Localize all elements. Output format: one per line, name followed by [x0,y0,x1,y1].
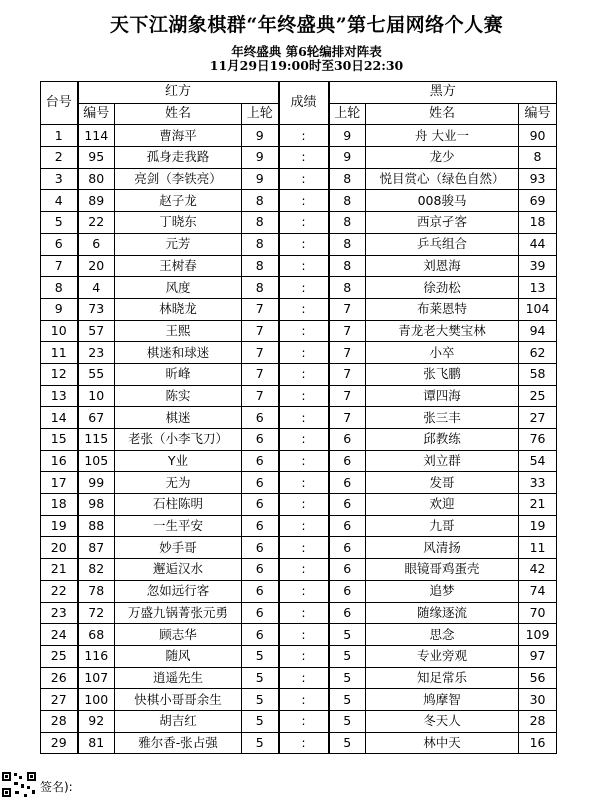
result-cell: : [279,277,329,299]
board-number-cell: 5 [41,212,78,234]
red-number-cell: 92 [78,710,115,732]
red-previous-score-cell: 8 [242,190,279,212]
table-row [41,212,557,234]
red-number-cell: 95 [78,147,115,169]
black-previous-score-cell: 9 [329,147,366,169]
result-cell: : [279,494,329,516]
red-player-name-cell: 王树春 [115,255,242,277]
black-player-name-cell: 邱教练 [366,429,519,451]
red-number-cell: 114 [78,125,115,147]
black-number-cell: 18 [519,212,557,234]
pairing-rows [41,125,557,754]
black-previous-score-cell: 8 [329,190,366,212]
table-row [41,515,557,537]
signature-label: 签名): [40,780,73,794]
red-number-cell: 88 [78,515,115,537]
red-player-name-cell: 丁晓东 [115,212,242,234]
red-player-name-cell: 雅尔香-张占强 [115,732,242,754]
table-row [41,429,557,451]
red-number-cell: 23 [78,342,115,364]
black-number-cell: 11 [519,537,557,559]
result-cell: : [279,212,329,234]
red-previous-score-cell: 8 [242,277,279,299]
black-number-cell: 39 [519,255,557,277]
black-player-name-cell: 随缘逐流 [366,602,519,624]
black-number-cell: 93 [519,168,557,190]
black-number-cell: 76 [519,429,557,451]
round-title: 年终盛典 第6轮编排对阵表 [231,44,382,59]
board-number-cell: 18 [41,494,78,516]
table-row [41,342,557,364]
red-player-name-cell: 棋迷 [115,407,242,429]
board-number-cell: 23 [41,602,78,624]
black-previous-score-cell: 8 [329,233,366,255]
black-player-name-cell: 刘立群 [366,450,519,472]
red-player-name-cell: 随风 [115,645,242,667]
table-row [41,732,557,754]
header-result: 成绩 [279,82,329,125]
red-player-name-cell: 林晓龙 [115,298,242,320]
red-previous-score-cell: 6 [242,494,279,516]
red-number-cell: 72 [78,602,115,624]
red-player-name-cell: 忽如远行客 [115,580,242,602]
page-title: 天下江湖象棋群“年终盛典”第七届网络个人赛 [109,14,504,36]
black-number-cell: 19 [519,515,557,537]
board-number-cell: 10 [41,320,78,342]
table-row [41,385,557,407]
black-previous-score-cell: 5 [329,645,366,667]
result-cell: : [279,385,329,407]
header-red-side: 红方 [78,82,279,104]
board-number-cell: 28 [41,710,78,732]
board-number-cell: 16 [41,450,78,472]
black-number-cell: 25 [519,385,557,407]
board-number-cell: 25 [41,645,78,667]
red-previous-score-cell: 6 [242,559,279,581]
red-number-cell: 67 [78,407,115,429]
black-previous-score-cell: 5 [329,732,366,754]
black-player-name-cell: 追梦 [366,580,519,602]
board-number-cell: 3 [41,168,78,190]
black-number-cell: 44 [519,233,557,255]
result-cell: : [279,320,329,342]
table-row [41,645,557,667]
board-number-cell: 21 [41,559,78,581]
table-row [41,624,557,646]
red-previous-score-cell: 6 [242,450,279,472]
black-previous-score-cell: 7 [329,407,366,429]
red-previous-score-cell: 8 [242,255,279,277]
result-cell: : [279,190,329,212]
result-cell: : [279,168,329,190]
red-number-cell: 10 [78,385,115,407]
black-player-name-cell: 林中天 [366,732,519,754]
black-number-cell: 104 [519,298,557,320]
black-number-cell: 30 [519,689,557,711]
red-previous-score-cell: 7 [242,298,279,320]
black-player-name-cell: 九哥 [366,515,519,537]
result-cell: : [279,255,329,277]
black-previous-score-cell: 8 [329,255,366,277]
black-player-name-cell: 思念 [366,624,519,646]
red-previous-score-cell: 5 [242,645,279,667]
black-number-cell: 13 [519,277,557,299]
black-number-cell: 16 [519,732,557,754]
red-previous-score-cell: 9 [242,125,279,147]
red-previous-score-cell: 8 [242,212,279,234]
board-number-cell: 27 [41,689,78,711]
red-previous-score-cell: 6 [242,407,279,429]
table-row [41,472,557,494]
header-black-number: 编号 [519,103,557,125]
header-red-number: 编号 [78,103,115,125]
qr-code-icon [0,770,40,800]
board-number-cell: 19 [41,515,78,537]
table-row [41,537,557,559]
board-number-cell: 4 [41,190,78,212]
red-number-cell: 100 [78,689,115,711]
red-previous-score-cell: 5 [242,732,279,754]
board-number-cell: 20 [41,537,78,559]
red-previous-score-cell: 5 [242,710,279,732]
black-previous-score-cell: 5 [329,667,366,689]
black-player-name-cell: 西京孑客 [366,212,519,234]
board-number-cell: 26 [41,667,78,689]
table-row [41,125,557,147]
header-red-name: 姓名 [115,103,242,125]
red-previous-score-cell: 6 [242,515,279,537]
result-cell: : [279,407,329,429]
red-player-name-cell: 万盛九锅菁张元勇 [115,602,242,624]
red-previous-score-cell: 9 [242,168,279,190]
red-player-name-cell: 陈实 [115,385,242,407]
black-previous-score-cell: 6 [329,580,366,602]
red-player-name-cell: 邂逅汉水 [115,559,242,581]
black-previous-score-cell: 6 [329,450,366,472]
board-number-cell: 29 [41,732,78,754]
table-row [41,147,557,169]
red-player-name-cell: 亮剑（李铁亮） [115,168,242,190]
black-player-name-cell: 悦目赏心（绿色自然） [366,168,519,190]
table-row [41,255,557,277]
header-red-prev: 上轮 [242,103,279,125]
black-previous-score-cell: 7 [329,298,366,320]
red-number-cell: 107 [78,667,115,689]
black-number-cell: 94 [519,320,557,342]
table-row [41,559,557,581]
table-row [41,450,557,472]
red-player-name-cell: 老张（小李飞刀） [115,429,242,451]
red-player-name-cell: 妙手哥 [115,537,242,559]
black-number-cell: 74 [519,580,557,602]
black-previous-score-cell: 5 [329,710,366,732]
black-previous-score-cell: 9 [329,125,366,147]
red-player-name-cell: 赵子龙 [115,190,242,212]
black-previous-score-cell: 7 [329,320,366,342]
red-previous-score-cell: 7 [242,320,279,342]
red-player-name-cell: 曹海平 [115,125,242,147]
black-number-cell: 70 [519,602,557,624]
result-cell: : [279,624,329,646]
result-cell: : [279,342,329,364]
board-number-cell: 2 [41,147,78,169]
table-row [41,407,557,429]
header-black-name: 姓名 [366,103,519,125]
red-player-name-cell: 无为 [115,472,242,494]
red-player-name-cell: 胡吉红 [115,710,242,732]
black-player-name-cell: 冬天人 [366,710,519,732]
board-number-cell: 15 [41,429,78,451]
table-row [41,168,557,190]
red-number-cell: 87 [78,537,115,559]
board-number-cell: 13 [41,385,78,407]
black-player-name-cell: 青龙老大樊宝林 [366,320,519,342]
black-player-name-cell: 眼镜哥鸡蛋壳 [366,559,519,581]
board-number-cell: 14 [41,407,78,429]
result-cell: : [279,602,329,624]
black-player-name-cell: 发哥 [366,472,519,494]
result-cell: : [279,450,329,472]
red-player-name-cell: 石柱陈明 [115,494,242,516]
red-number-cell: 4 [78,277,115,299]
table-row [41,277,557,299]
pairing-table [40,81,557,754]
table-row [41,363,557,385]
black-previous-score-cell: 5 [329,689,366,711]
table-row [41,190,557,212]
black-player-name-cell: 张飞鹏 [366,363,519,385]
red-number-cell: 105 [78,450,115,472]
red-previous-score-cell: 6 [242,602,279,624]
board-number-cell: 9 [41,298,78,320]
red-player-name-cell: 一生平安 [115,515,242,537]
red-number-cell: 68 [78,624,115,646]
board-number-cell: 12 [41,363,78,385]
red-player-name-cell: 逍遥先生 [115,667,242,689]
result-cell: : [279,667,329,689]
black-player-name-cell: 乒乓组合 [366,233,519,255]
black-number-cell: 62 [519,342,557,364]
result-cell: : [279,429,329,451]
black-previous-score-cell: 6 [329,472,366,494]
red-number-cell: 20 [78,255,115,277]
red-number-cell: 57 [78,320,115,342]
board-number-cell: 17 [41,472,78,494]
red-number-cell: 6 [78,233,115,255]
black-previous-score-cell: 7 [329,363,366,385]
black-previous-score-cell: 6 [329,429,366,451]
black-player-name-cell: 知足常乐 [366,667,519,689]
result-cell: : [279,645,329,667]
red-previous-score-cell: 6 [242,580,279,602]
result-cell: : [279,537,329,559]
red-player-name-cell: 元芳 [115,233,242,255]
result-cell: : [279,559,329,581]
table-row [41,710,557,732]
result-cell: : [279,689,329,711]
red-number-cell: 81 [78,732,115,754]
result-cell: : [279,732,329,754]
black-previous-score-cell: 7 [329,385,366,407]
black-player-name-cell: 008骏马 [366,190,519,212]
red-number-cell: 89 [78,190,115,212]
black-number-cell: 58 [519,363,557,385]
header-black-side: 黑方 [329,82,557,104]
result-cell: : [279,363,329,385]
black-player-name-cell: 张三丰 [366,407,519,429]
black-number-cell: 56 [519,667,557,689]
black-player-name-cell: 舟 大业一 [366,125,519,147]
red-number-cell: 116 [78,645,115,667]
black-previous-score-cell: 5 [329,624,366,646]
black-number-cell: 33 [519,472,557,494]
red-player-name-cell: 王熙 [115,320,242,342]
board-number-cell: 6 [41,233,78,255]
table-row [41,233,557,255]
red-previous-score-cell: 6 [242,537,279,559]
black-player-name-cell: 谭四海 [366,385,519,407]
header-black-prev: 上轮 [329,103,366,125]
black-number-cell: 54 [519,450,557,472]
red-player-name-cell: 快棋小哥哥余生 [115,689,242,711]
black-player-name-cell: 徐劲松 [366,277,519,299]
red-number-cell: 99 [78,472,115,494]
black-number-cell: 27 [519,407,557,429]
red-previous-score-cell: 6 [242,624,279,646]
board-number-cell: 11 [41,342,78,364]
result-cell: : [279,580,329,602]
red-number-cell: 115 [78,429,115,451]
black-player-name-cell: 小卒 [366,342,519,364]
red-player-name-cell: Y业 [115,450,242,472]
result-cell: : [279,147,329,169]
result-cell: : [279,472,329,494]
black-previous-score-cell: 6 [329,537,366,559]
black-number-cell: 8 [519,147,557,169]
black-player-name-cell: 鸠摩智 [366,689,519,711]
result-cell: : [279,710,329,732]
black-previous-score-cell: 8 [329,168,366,190]
red-number-cell: 98 [78,494,115,516]
header-board: 台号 [41,82,78,125]
black-number-cell: 28 [519,710,557,732]
result-cell: : [279,233,329,255]
red-previous-score-cell: 5 [242,667,279,689]
black-previous-score-cell: 8 [329,277,366,299]
table-row [41,689,557,711]
page-subtitle [0,45,613,73]
red-number-cell: 82 [78,559,115,581]
result-cell: : [279,298,329,320]
table-row [41,580,557,602]
board-number-cell: 22 [41,580,78,602]
red-previous-score-cell: 8 [242,233,279,255]
red-number-cell: 55 [78,363,115,385]
board-number-cell: 7 [41,255,78,277]
result-cell: : [279,515,329,537]
red-previous-score-cell: 7 [242,385,279,407]
table-row [41,494,557,516]
black-previous-score-cell: 6 [329,602,366,624]
black-previous-score-cell: 6 [329,559,366,581]
red-number-cell: 22 [78,212,115,234]
schedule-time: 11月29日19:00时至30日22:30 [209,58,404,73]
red-number-cell: 80 [78,168,115,190]
black-player-name-cell: 龙少 [366,147,519,169]
red-previous-score-cell: 6 [242,429,279,451]
red-player-name-cell: 棋迷和球迷 [115,342,242,364]
red-previous-score-cell: 9 [242,147,279,169]
red-player-name-cell: 昕峰 [115,363,242,385]
black-player-name-cell: 风清扬 [366,537,519,559]
table-row [41,667,557,689]
black-number-cell: 69 [519,190,557,212]
red-previous-score-cell: 7 [242,342,279,364]
board-number-cell: 1 [41,125,78,147]
result-cell: : [279,125,329,147]
table-row [41,298,557,320]
black-number-cell: 42 [519,559,557,581]
red-previous-score-cell: 7 [242,363,279,385]
table-row [41,602,557,624]
black-previous-score-cell: 7 [329,342,366,364]
red-player-name-cell: 顾志华 [115,624,242,646]
black-number-cell: 109 [519,624,557,646]
black-number-cell: 90 [519,125,557,147]
black-previous-score-cell: 6 [329,515,366,537]
black-previous-score-cell: 8 [329,212,366,234]
black-player-name-cell: 欢迎 [366,494,519,516]
red-number-cell: 73 [78,298,115,320]
black-player-name-cell: 专业旁观 [366,645,519,667]
red-number-cell: 78 [78,580,115,602]
red-player-name-cell: 孤身走我路 [115,147,242,169]
black-previous-score-cell: 6 [329,494,366,516]
red-previous-score-cell: 6 [242,472,279,494]
black-player-name-cell: 布莱恩特 [366,298,519,320]
board-number-cell: 24 [41,624,78,646]
board-number-cell: 8 [41,277,78,299]
table-row [41,320,557,342]
black-player-name-cell: 刘恩海 [366,255,519,277]
red-player-name-cell: 风度 [115,277,242,299]
black-number-cell: 21 [519,494,557,516]
red-previous-score-cell: 5 [242,689,279,711]
black-number-cell: 97 [519,645,557,667]
